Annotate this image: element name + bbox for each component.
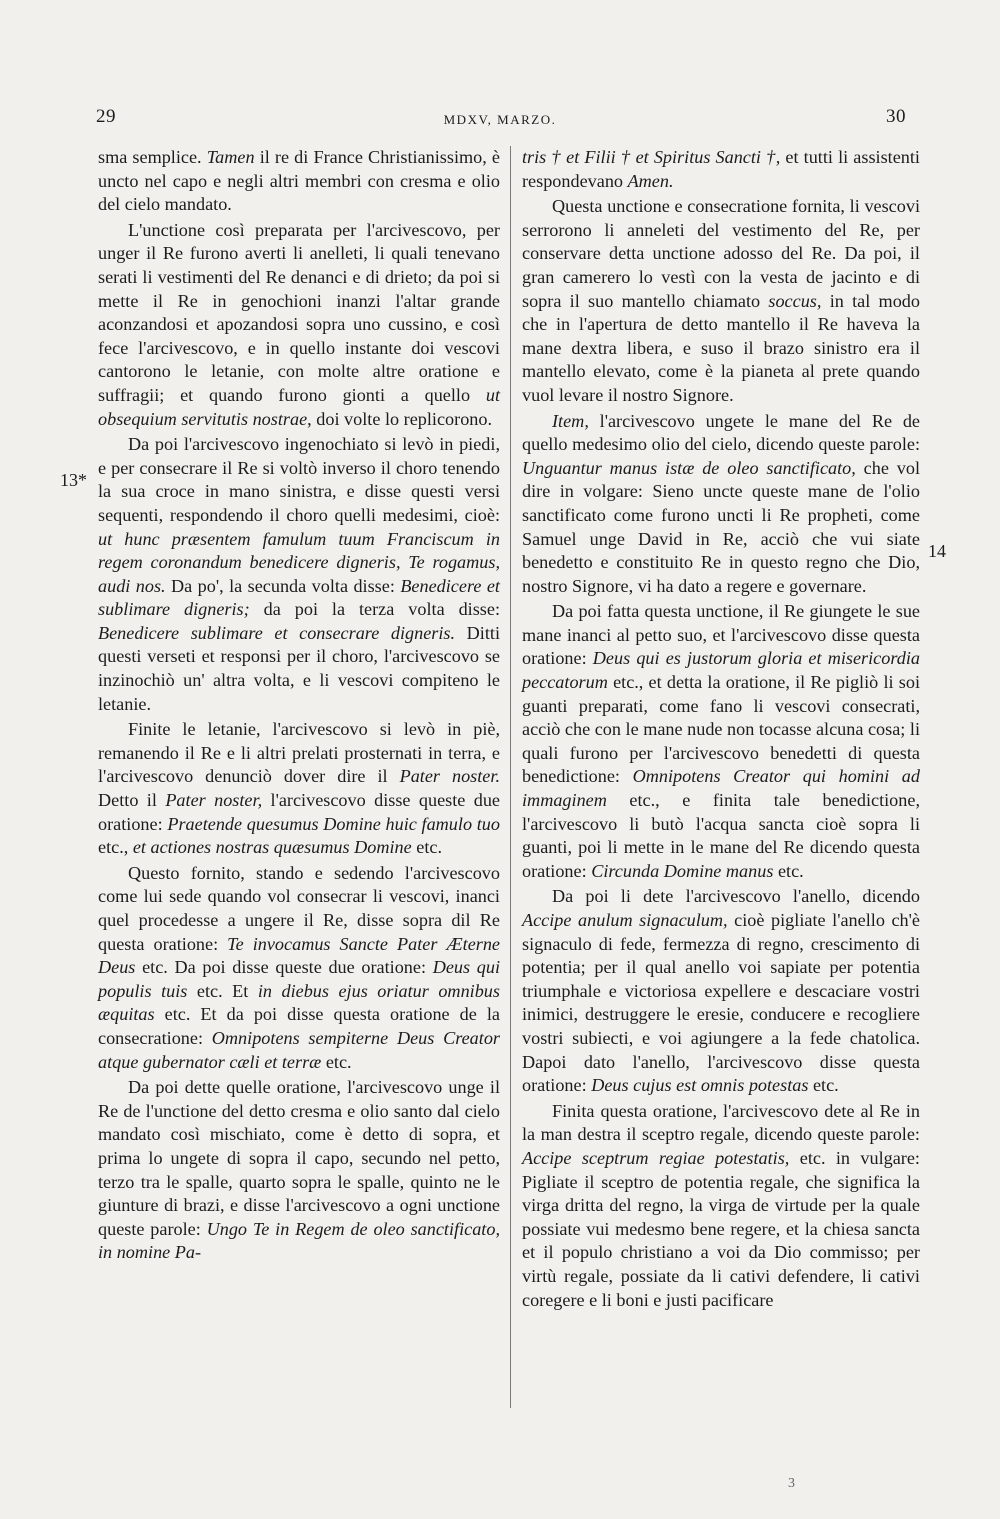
text: Da poi dette quelle oratione, l'arcivescovo unge il Re de l'unctione del detto cresma e olio santo dal cielo mandato così mischiato, come è detto di sopra, et prima lo ungete di sopra il capo, secundo nel petto, terzo tra le spalle, quarto sopra le spalle, quinto ne le giunture di brazi, e disse l'arcivescovo a ogni unctione queste parole: — [98, 1077, 500, 1239]
italic-text: Praetende quesumus Domine huic famulo tuo — [167, 813, 500, 834]
text: Finite le letanie, l'arcivescovo si levò in piè, remanendo il Re e li altri prelati prosternati in terra, e l'arcivescovo denunciò dover dire il — [98, 719, 500, 787]
text: Questo fornito, stando e sedendo l'arcivescovo come lui sede quando vol consecrar li vescovi, inanci quel procedesse a ungere il Re, disse sopra dil Re questa oratione: — [98, 862, 500, 954]
text: Da poi fatta questa unctione, il Re giungete le sue mane inanci al petto suo, et l'arcivescovo disse questa oratione: — [522, 601, 920, 669]
italic-text: Pater noster, — [165, 790, 263, 811]
italic-text: et actiones nostras quæsumus Domine — [132, 837, 412, 858]
italic-text: Deus cujus est omnis potestas — [591, 1075, 809, 1096]
paragraph — [98, 1076, 500, 1265]
running-header: MDXV, MARZO. — [443, 112, 557, 127]
margin-number-left: 13* — [60, 470, 87, 490]
paragraph — [522, 146, 920, 193]
paragraph — [522, 195, 920, 407]
paragraph — [98, 862, 500, 1074]
text: etc. Et da poi disse questa oratione de la consecratione: — [98, 1004, 500, 1048]
italic-text: Accipe sceptrum regiae potestatis, — [522, 1147, 790, 1168]
italic-text: tris † et Filii † et Spiritus Sancti †, — [522, 147, 781, 167]
italic-text: Ungo Te in Regem de oleo sanctificato, in nomine Pa- — [98, 1218, 500, 1263]
text: sma semplice. — [98, 147, 207, 167]
italic-text: Item, — [552, 410, 589, 431]
paragraph — [522, 600, 920, 883]
italic-text: Benedicere et sublimare digneris; — [98, 575, 500, 620]
text: etc. — [321, 1051, 352, 1072]
text: l'arcivescovo disse queste due oratione: — [98, 790, 501, 834]
text: Questa unctione e consecratione fornita, li vescovi serrorono li anneleti del vestimento del Re, per conservare detta unctione adosso del Re. Da poi, il gran camerero lo vestì con la vesta de jacinto e di sopra il suo mantello chiamato — [522, 196, 920, 311]
paragraph — [522, 410, 920, 599]
text: Ditti questi verseti et responsi per il choro, l'arcivescovo se inzinochiò un' altra volta, e li vescovi compiteno le letanie. — [98, 622, 500, 714]
italic-text: Amen. — [627, 170, 674, 191]
italic-text: ut obsequium servitutis nostrae — [98, 384, 500, 429]
italic-text: Unguantur manus istæ de oleo sanctificato, — [522, 457, 856, 478]
italic-text: Tamen — [206, 147, 255, 167]
text: in tal modo che in l'apertura de detto mantello il Re haveva la mane dextra libera, e suso il brazo sinistro era il mantello elevato, come è la pianeta al prete quando vuol levare il nostro Signore. — [522, 290, 920, 405]
text: l'arcivescovo ungete le mane del Re de quello medesimo olio del cielo, dicendo queste parole: — [522, 410, 920, 455]
text: Da poi li dete l'arcivescovo l'anello, dicendo — [552, 886, 920, 907]
text: etc., e finita tale benedictione, l'arcivescovo li butò l'acqua sancta cioè sopra li guanti, poi li mette in le mane del Re dicendo questa oratione: — [522, 790, 920, 881]
text: etc., et detta la oratione, il Re pigliò li soi guanti preparati, come fano li vescovi consecrati, acciò che con le mane nude non tocasse alcuna cosa; li quali furono per l'arcivescovo benedetti di questa benedictione: — [522, 672, 920, 787]
italic-text: Omnipotens sempiterne Deus Creator atque gubernator cæli et terræ — [98, 1027, 501, 1072]
text: Da poi l'arcivescovo ingenochiato si levò in piedi, e per consecrare il Re si voltò inverso il choro tenendo la sua croce in mano sinistra, e disse questi versi sequenti, respondendo il choro quelli medesimi, cioè: — [98, 434, 500, 525]
paragraph — [522, 1100, 920, 1312]
italic-text: Deus qui es justorum gloria et misericordia peccatorum — [522, 648, 920, 693]
right-page-number: 30 — [886, 106, 906, 127]
signature-mark: 3 — [788, 1476, 795, 1491]
italic-text: ut hunc præsentem famulum tuum Franciscum in regem coronandum benedicere digneris, Te rogamus, audi nos. — [98, 528, 500, 596]
text: Detto il — [98, 790, 166, 811]
italic-text: Deus qui populis tuis — [98, 957, 500, 1001]
text: etc. — [411, 837, 443, 858]
text: L'unctione così preparata per l'arcivescovo, per unger il Re furono averti li anelleti, li quali tenevano serati li vestimenti del Re denanci e di drieto; da poi si mette il Re in genochioni inanzi l'altar grande aconzandosi et apozandosi sopra uno cussino, e così fece l'arcivescovo, e in quello instante doi vescovi cantorono le letanie, con molte altre oratione e suffragii; et quando furono gionti a quello — [98, 219, 500, 405]
left-column — [98, 146, 500, 1267]
text: , doi volte lo replicorono. — [307, 408, 493, 429]
italic-text: Te invocamus Sancte Pater Æterne Deus — [98, 933, 501, 978]
italic-text: in diebus ejus oriatur omnibus æquitas — [98, 980, 500, 1025]
text: etc. — [773, 860, 804, 881]
text: etc. in vulgare: Pigliate il sceptro de potentia regale, che significa la virga dritta del regno, la virga de virtude per la quale possiate vui medesmo bene regere, et la chiesa sancta et il populo christiano a voi da Dio commisso; per virtù regale, possiate da li cativi defendere, li cativi coregere e li boni e justi pacificare — [522, 1147, 920, 1310]
paragraph — [98, 146, 500, 217]
text: il re di France Christianissimo, è uncto nel capo e negli altri membri con cresma e olio del cielo mandato. — [98, 147, 500, 215]
paragraph — [522, 885, 920, 1097]
italic-text: Circunda Domine manus — [591, 860, 774, 881]
paragraph — [98, 718, 500, 860]
text: Da po', la secunda volta disse: — [165, 575, 401, 596]
text: cioè pigliate l'anello ch'è signaculo di fede, fermezza di regno, crescimento di potentia; per il qual anello voi sapiate per potentia triumphale e victoriosa expellere e descaciare vostri inimici, destruggere le eresie, conducere e recogliere vostri subiecti, e voi agiungere a la fede chatolica. Dapoi dato l'anello, l'arcivescovo disse questa oratione: — [522, 910, 920, 1096]
italic-text: Benedicere sublimare et consecrare digneris. — [98, 622, 456, 643]
column-divider — [510, 146, 511, 1408]
text: etc. — [808, 1075, 839, 1096]
paragraph — [98, 219, 500, 431]
text: da poi la terza volta disse: — [249, 599, 501, 620]
text: che vol dire in volgare: Sieno uncte queste mane de l'olio sanctificato come furono uncti li Re propheti, come Samuel unge David in Re, acciò che vui siate benedetto e constituito Re in questo regno che Dio, nostro Signore, vi ha dato a regere e governare. — [522, 457, 921, 596]
text: etc., — [98, 837, 133, 858]
text: etc. Da poi disse queste due oratione: — [135, 957, 433, 978]
left-page-number: 29 — [96, 106, 116, 127]
italic-text: soccus, — [768, 290, 822, 311]
italic-text: Pater noster. — [399, 766, 500, 787]
italic-text: Omnipotens Creator qui homini ad immaginem — [522, 766, 920, 811]
italic-text: Accipe anulum signaculum, — [522, 910, 728, 930]
paragraph — [98, 433, 500, 716]
text: etc. Et — [187, 980, 258, 1001]
text: et tutti li assistenti respondevano — [522, 147, 920, 191]
margin-number-right: 14 — [928, 541, 946, 561]
right-column — [522, 146, 920, 1314]
text: Finita questa oratione, l'arcivescovo dete al Re in la man destra il sceptro regale, dicendo queste parole: — [522, 1100, 920, 1145]
